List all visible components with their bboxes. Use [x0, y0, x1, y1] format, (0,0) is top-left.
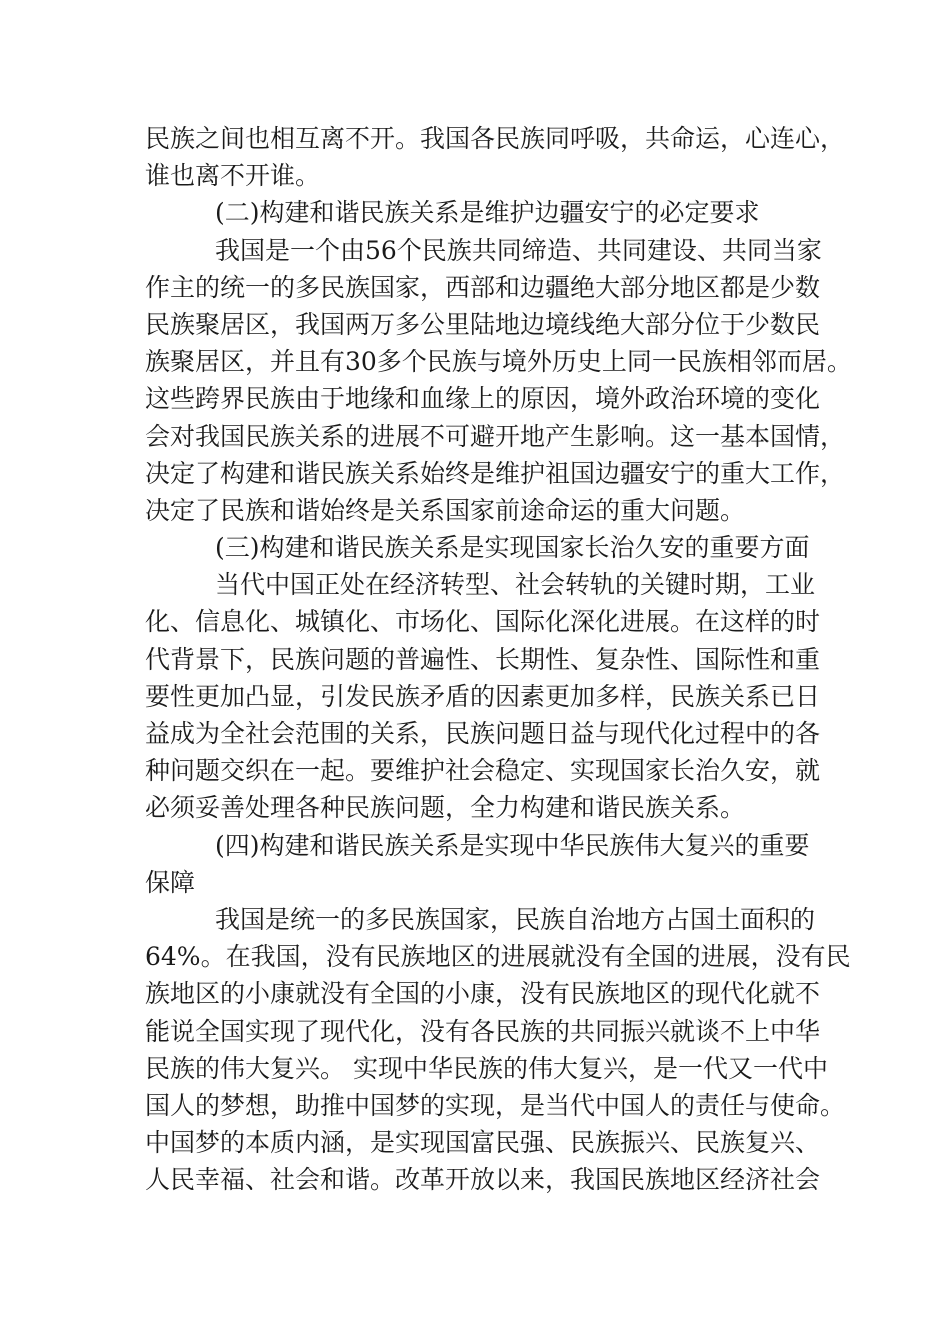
text-line: 决定了民族和谐始终是关系国家前途命运的重大问题。 [145, 495, 746, 525]
text-line: 民族聚居区，我国两万多公里陆地边境线绝大部分位于少数民 [145, 309, 821, 339]
document-body-text [145, 120, 852, 1198]
text-line: 当代中国正处在经济转型、社会转轨的关键时期，工业 [215, 570, 816, 600]
text-line: 要性更加凸显，引发民族矛盾的因素更加多样，民族关系已日 [145, 681, 821, 711]
text-line: 我国是统一的多民族国家，民族自治地方占国土面积的 [215, 904, 816, 934]
text-line: 能说全国实现了现代化，没有各民族的共同振兴就谈不上中华 [145, 1016, 821, 1046]
text-line: 化、信息化、城镇化、市场化、国际化深化进展。在这样的时 [145, 607, 821, 637]
text-line: 民族之间也相互离不开。我国各民族同呼吸，共命运，心连心， [145, 124, 846, 153]
text-line: 作主的统一的多民族国家，西部和边疆绝大部分地区都是少数 [145, 272, 821, 302]
text-line: 国人的梦想，助推中国梦的实现，是当代中国人的责任与使命。 [145, 1090, 846, 1120]
text-line: (三)构建和谐民族关系是实现国家长治久安的重要方面 [215, 533, 810, 563]
text-line: 中国梦的本质内涵，是实现国富民强、民族振兴、民族复兴、 [145, 1128, 821, 1158]
text-line: 族地区的小康就没有全国的小康，没有民族地区的现代化就不 [145, 979, 821, 1009]
text-line: 代背景下，民族问题的普遍性、长期性、复杂性、国际性和重 [145, 644, 821, 674]
text-line: 我国是一个由56个民族共同缔造、共同建设、共同当家 [215, 235, 822, 265]
text-line: 益成为全社会范围的关系，民族问题日益与现代化过程中的各 [145, 719, 821, 748]
text-line: 64%。在我国，没有民族地区的进展就没有全国的进展，没有民 [145, 942, 851, 972]
text-line: (四)构建和谐民族关系是实现中华民族伟大复兴的重要 [215, 830, 810, 860]
text-line: 种问题交织在一起。要维护社会稳定、实现国家长治久安，就 [145, 756, 821, 786]
text-line: 会对我国民族关系的进展不可避开地产生影响。这一基本国情， [145, 421, 846, 451]
text-line: 这些跨界民族由于地缘和血缘上的原因，境外政治环境的变化 [145, 384, 821, 414]
text-line: 决定了构建和谐民族关系始终是维护祖国边疆安宁的重大工作， [145, 458, 846, 488]
text-line: 人民幸福、社会和谐。改革开放以来，我国民族地区经济社会 [145, 1165, 821, 1195]
text-line: 谁也离不开谁。 [145, 161, 321, 191]
text-line: (二)构建和谐民族关系是维护边疆安宁的必定要求 [215, 198, 760, 228]
text-line: 保障 [145, 867, 196, 897]
text-line: 必须妥善处理各种民族问题，全力构建和谐民族关系。 [145, 793, 746, 823]
text-line: 族聚居区，并且有30多个民族与境外历史上同一民族相邻而居。 [145, 347, 852, 377]
text-line: 民族的伟大复兴。 实现中华民族的伟大复兴，是一代又一代中 [145, 1053, 828, 1083]
